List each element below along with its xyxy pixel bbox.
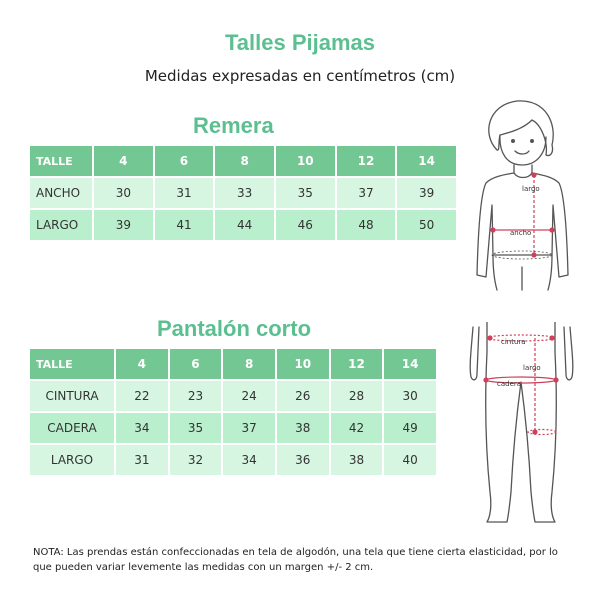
table-cell: 39 bbox=[94, 210, 153, 240]
header-cell: 12 bbox=[331, 349, 383, 379]
row-label: ANCHO bbox=[30, 178, 92, 208]
header-cell: 8 bbox=[223, 349, 275, 379]
table-cell: 23 bbox=[170, 381, 222, 411]
table-cell: 26 bbox=[277, 381, 329, 411]
shorts-figure-illustration bbox=[465, 322, 580, 527]
row-label: CINTURA bbox=[30, 381, 114, 411]
table-row bbox=[30, 413, 436, 443]
header-cell: 6 bbox=[155, 146, 214, 176]
header-cell: 8 bbox=[215, 146, 274, 176]
header-cell: 14 bbox=[397, 146, 456, 176]
table-cell: 30 bbox=[384, 381, 436, 411]
table-cell: 48 bbox=[337, 210, 396, 240]
table-cell: 28 bbox=[331, 381, 383, 411]
table-cell: 34 bbox=[223, 445, 275, 475]
table-cell: 37 bbox=[223, 413, 275, 443]
table-row bbox=[30, 381, 436, 411]
table-row bbox=[30, 178, 456, 208]
header-cell: TALLE bbox=[30, 349, 114, 379]
shorts-cintura-label: cintura bbox=[501, 338, 526, 346]
header-cell: 12 bbox=[337, 146, 396, 176]
shorts-cadera-label: cadera bbox=[497, 380, 522, 388]
table-row bbox=[30, 210, 456, 240]
table-cell: 31 bbox=[116, 445, 168, 475]
shirt-largo-label: largo bbox=[522, 185, 540, 193]
row-label: LARGO bbox=[30, 445, 114, 475]
table-row bbox=[30, 445, 436, 475]
page-subtitle: Medidas expresadas en centímetros (cm) bbox=[144, 67, 456, 85]
table-cell: 50 bbox=[397, 210, 456, 240]
table-cell: 35 bbox=[276, 178, 335, 208]
pantalon-size-table bbox=[28, 347, 438, 477]
table-cell: 41 bbox=[155, 210, 214, 240]
row-label: LARGO bbox=[30, 210, 92, 240]
shirt-figure-illustration bbox=[462, 95, 587, 295]
header-cell: TALLE bbox=[30, 146, 92, 176]
header-cell: 10 bbox=[276, 146, 335, 176]
table-cell: 38 bbox=[277, 413, 329, 443]
footnote: NOTA: Las prendas están confeccionadas en tela de algodón, una tela que tiene cierta elasticidad, por lo que pueden variar levemente las medidas con un margen +/- 2 cm. bbox=[33, 547, 558, 573]
face-outline bbox=[500, 135, 546, 165]
table-cell: 49 bbox=[384, 413, 436, 443]
header-cell: 10 bbox=[277, 349, 329, 379]
header-cell: 4 bbox=[116, 349, 168, 379]
table-cell: 39 bbox=[397, 178, 456, 208]
pantalon-title: Pantalón corto bbox=[157, 316, 312, 341]
table-cell: 36 bbox=[277, 445, 329, 475]
table-cell: 33 bbox=[215, 178, 274, 208]
row-label: CADERA bbox=[30, 413, 114, 443]
table-cell: 30 bbox=[94, 178, 153, 208]
remera-title: Remera bbox=[193, 113, 274, 138]
shirt-ancho-label: ancho bbox=[510, 229, 532, 237]
header-cell: 4 bbox=[94, 146, 153, 176]
table-cell: 22 bbox=[116, 381, 168, 411]
table-cell: 38 bbox=[331, 445, 383, 475]
table-cell: 24 bbox=[223, 381, 275, 411]
table-cell: 37 bbox=[337, 178, 396, 208]
shorts-largo-label: largo bbox=[523, 364, 541, 372]
table-cell: 31 bbox=[155, 178, 214, 208]
header-cell: 6 bbox=[170, 349, 222, 379]
table-cell: 35 bbox=[170, 413, 222, 443]
table-cell: 42 bbox=[331, 413, 383, 443]
table-header-row bbox=[30, 349, 436, 379]
table-cell: 40 bbox=[384, 445, 436, 475]
table-cell: 44 bbox=[215, 210, 274, 240]
remera-size-table bbox=[28, 144, 458, 242]
table-header-row bbox=[30, 146, 456, 176]
table-cell: 46 bbox=[276, 210, 335, 240]
page-title: Talles Pijamas bbox=[224, 30, 375, 55]
table-cell: 34 bbox=[116, 413, 168, 443]
table-cell: 32 bbox=[170, 445, 222, 475]
header-cell: 14 bbox=[384, 349, 436, 379]
